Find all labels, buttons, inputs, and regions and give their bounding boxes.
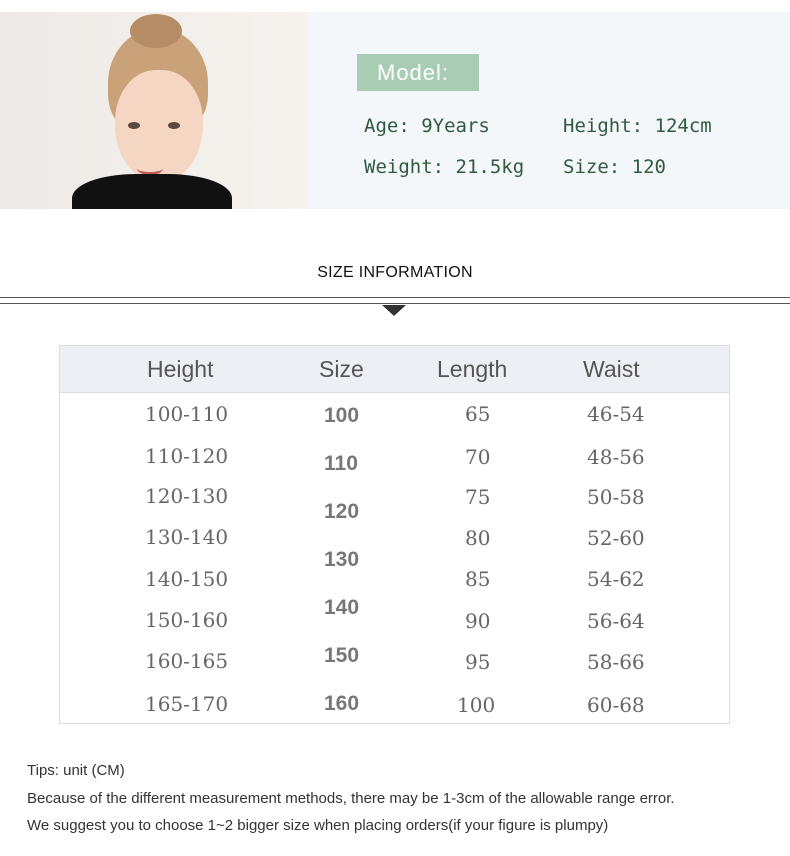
- height-cell: 165-170: [145, 692, 229, 716]
- height-cell: 160-165: [145, 649, 229, 673]
- table-header: [60, 346, 729, 393]
- waist-cell: 52-60: [587, 526, 645, 550]
- header-length: Length: [437, 356, 508, 382]
- size-cell: 140: [324, 596, 360, 619]
- length-cell: 80: [465, 526, 491, 550]
- header-height: Height: [147, 356, 214, 382]
- size-cell: 110: [324, 452, 358, 475]
- model-banner: [0, 12, 790, 209]
- header-size: Size: [319, 356, 364, 382]
- height-cell: 150-160: [145, 608, 229, 632]
- tip-measurement: Because of the different measurement methods, there may be 1-3cm of the allowable range error.: [27, 790, 675, 807]
- size-table: [59, 345, 730, 724]
- model-weight: Weight: 21.5kg: [364, 156, 525, 178]
- length-cell: 70: [465, 445, 491, 469]
- length-cell: 85: [465, 567, 491, 591]
- down-arrow-icon: [382, 305, 406, 316]
- length-cell: 100: [457, 693, 496, 717]
- model-size: Size: 120: [563, 156, 666, 178]
- length-cell: 90: [465, 609, 491, 633]
- size-cell: 130: [324, 548, 360, 571]
- model-height: Height: 124cm: [563, 115, 712, 137]
- divider-bottom: [0, 303, 790, 304]
- divider-top: [0, 297, 790, 298]
- header-waist: Waist: [583, 356, 640, 382]
- length-cell: 95: [465, 650, 491, 674]
- length-cell: 65: [465, 402, 491, 426]
- length-cell: 75: [465, 485, 491, 509]
- model-age: Age: 9Years: [364, 115, 490, 137]
- model-photo: [0, 12, 308, 209]
- waist-cell: 54-62: [587, 567, 645, 591]
- height-cell: 100-110: [145, 402, 229, 426]
- tip-suggestion: We suggest you to choose 1~2 bigger size when placing orders(if your figure is plumpy): [27, 817, 609, 834]
- height-cell: 130-140: [145, 525, 229, 549]
- height-cell: 110-120: [145, 444, 229, 468]
- size-cell: 160: [324, 692, 360, 715]
- size-cell: 100: [324, 404, 360, 427]
- size-cell: 120: [324, 500, 360, 523]
- tip-unit: Tips: unit (CM): [27, 762, 125, 779]
- waist-cell: 50-58: [587, 485, 645, 509]
- size-cell: 150: [324, 644, 360, 667]
- waist-cell: 56-64: [587, 609, 645, 633]
- waist-cell: 60-68: [587, 693, 645, 717]
- model-tag: Model:: [357, 54, 479, 91]
- waist-cell: 46-54: [587, 402, 645, 426]
- waist-cell: 58-66: [587, 650, 645, 674]
- height-cell: 120-130: [145, 484, 229, 508]
- waist-cell: 48-56: [587, 445, 645, 469]
- height-cell: 140-150: [145, 567, 229, 591]
- section-title: SIZE INFORMATION: [317, 264, 473, 281]
